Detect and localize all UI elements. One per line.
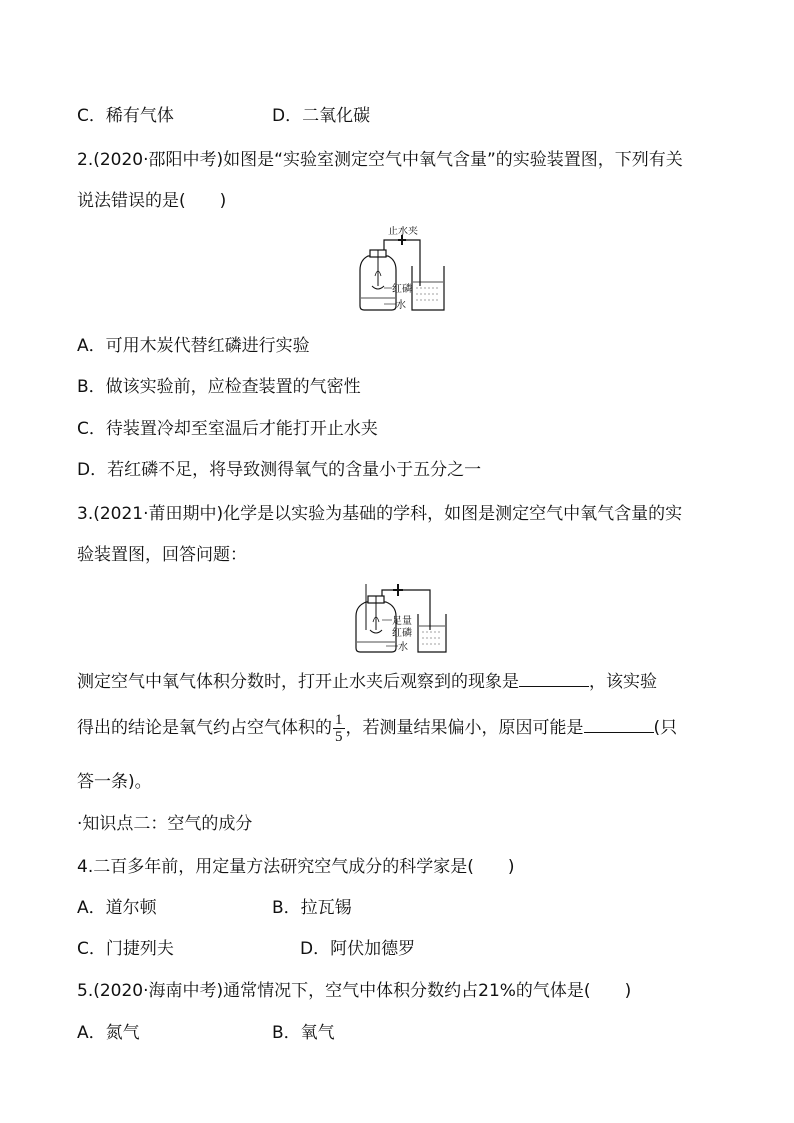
q2-stem-line1: 2.(2020·邵阳中考)如图是“实验室测定空气中氧气含量”的实验装置图，下列有关 [77, 150, 683, 170]
q2-label-water: 水 [396, 300, 406, 311]
q2-option-b: B．做该实验前，应检查装置的气密性 [77, 377, 361, 397]
q3-fraction-num: 1 [335, 711, 343, 728]
q1-option-c: C．稀有气体 [77, 106, 174, 126]
q1-option-d: D．二氧化碳 [272, 106, 371, 126]
q4-option-a: A．道尔顿 [77, 898, 157, 918]
q2-label-clamp: 止水夹 [388, 226, 418, 237]
q3-body-line2-a: 得出的结论是氧气约占空气体积的 [77, 718, 332, 738]
q5-option-b: B．氧气 [272, 1023, 335, 1043]
q2-option-a: A．可用木炭代替红磷进行实验 [77, 336, 310, 356]
q3-body-line1 [77, 668, 657, 694]
q3-label-phosphorus: 红磷 [392, 628, 412, 639]
q4-option-b: B．拉瓦锡 [272, 898, 352, 918]
q5-option-a: A．氮气 [77, 1023, 140, 1043]
q2-option-c: C．待装置冷却至室温后才能打开止水夹 [77, 419, 378, 439]
q3-fraction [333, 712, 345, 745]
q3-body-line3: 答一条)。 [77, 772, 152, 792]
q3-body-line2-b: ，若测量结果偏小，原因可能是 [345, 718, 584, 738]
q4-stem: 4.二百多年前，用定量方法研究空气成分的科学家是( ) [77, 857, 515, 877]
q4-option-c: C．门捷列夫 [77, 939, 174, 959]
q3-label-water: 水 [398, 642, 408, 653]
q3-stem-line2: 验装置图，回答问题： [77, 545, 247, 565]
q4-option-d: D．阿伏加德罗 [300, 939, 416, 959]
q3-answer-blank-2[interactable] [584, 714, 654, 733]
q2-option-d: D．若红磷不足，将导致测得氧气的含量小于五分之一 [77, 460, 482, 480]
q3-stem-line1: 3.(2021·莆田期中)化学是以实验为基础的学科，如图是测定空气中氧气含量的实 [77, 504, 683, 524]
q3-fraction-den: 5 [335, 728, 343, 745]
q3-body-line2-c: (只 [653, 718, 678, 738]
q3-body-line1-a: 测定空气中氧气体积分数时，打开止水夹后观察到的现象是 [77, 672, 519, 692]
q5-stem: 5.(2020·海南中考)通常情况下，空气中体积分数约占21%的气体是( ) [77, 981, 632, 1001]
section-title-2: ·知识点二：空气的成分 [77, 814, 253, 834]
q3-apparatus-figure [346, 580, 456, 656]
q3-label-sufficient: 足量 [392, 616, 412, 627]
q3-body-line2 [77, 708, 677, 748]
q2-label-phosphorus: 红磷 [392, 284, 412, 295]
q3-body-line1-b: ，该实验 [589, 672, 657, 692]
q2-apparatus-figure [348, 226, 458, 316]
q3-answer-blank-1[interactable] [519, 668, 589, 687]
q2-stem-line2: 说法错误的是( ) [77, 191, 227, 211]
